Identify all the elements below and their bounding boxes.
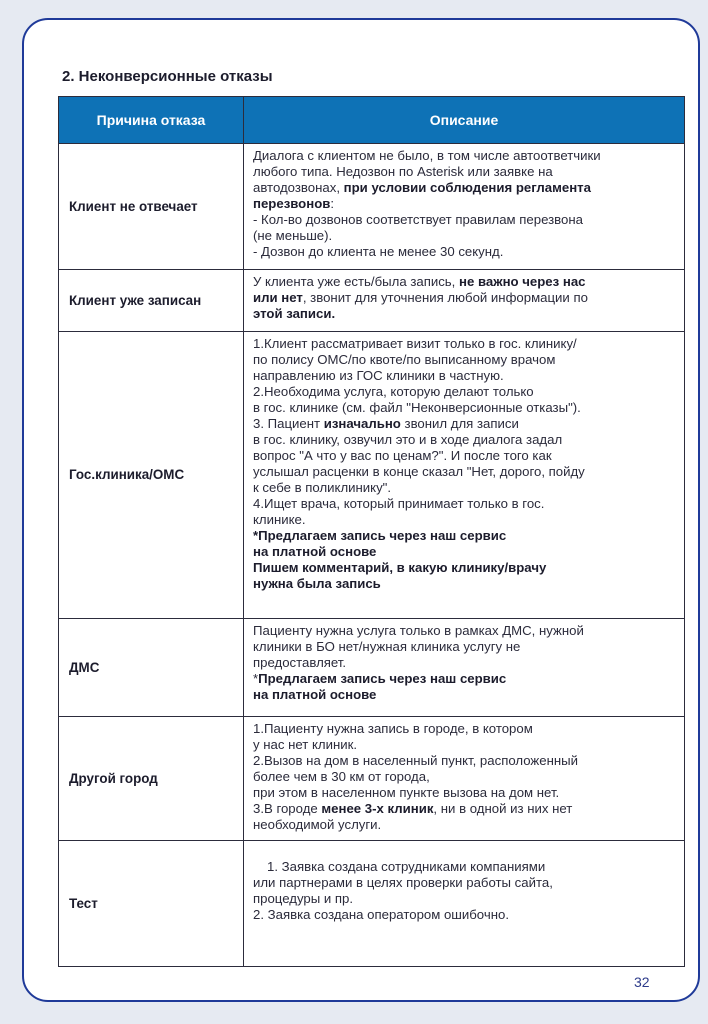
- description-line: Диалога с клиентом не было, в том числе автоответчики: [253, 148, 601, 163]
- description-line: или нет, звонит для уточнения любой информации по: [253, 290, 588, 305]
- description-line: 2.Вызов на дом в населенный пункт, расположенный: [253, 753, 578, 768]
- description-line: на платной основе: [253, 544, 377, 559]
- description-line: 1. Заявка создана сотрудниками компаниями: [267, 859, 546, 874]
- header-description: Описание: [244, 97, 685, 144]
- description-line: - Дозвон до клиента не менее 30 секунд.: [253, 244, 504, 259]
- description-line: 4.Ищет врача, который принимает только в гос.: [253, 496, 545, 511]
- reason-cell: Тест: [59, 841, 244, 967]
- reason-cell: Гос.клиника/ОМС: [59, 332, 244, 619]
- description-line: услышал расценки в конце сказал "Нет, дорого, пойду: [253, 464, 585, 479]
- description-line: направлению из ГОС клиники в частную.: [253, 368, 504, 383]
- description-line: необходимой услуги.: [253, 817, 382, 832]
- table-row: [59, 619, 685, 717]
- description-cell: [244, 270, 685, 332]
- table-row: [59, 270, 685, 332]
- description-line: на платной основе: [253, 687, 377, 702]
- description-line: клинике.: [253, 512, 306, 527]
- refusal-reasons-table: [58, 96, 685, 967]
- table-row: [59, 717, 685, 841]
- section-title: 2. Неконверсионные отказы: [62, 68, 273, 85]
- table-row: [59, 841, 685, 967]
- description-cell: [244, 332, 685, 619]
- description-line: любого типа. Недозвон по Asterisk или заявке на: [253, 164, 553, 179]
- description-line: или партнерами в целях проверки работы сайта,: [253, 875, 553, 890]
- description-line: клиники в БО нет/нужная клиника услугу не: [253, 639, 521, 654]
- description-line: более чем в 30 км от города,: [253, 769, 430, 784]
- description-line: Пишем комментарий, в какую клинику/врачу: [253, 560, 547, 575]
- description-line: процедуры и пр.: [253, 891, 354, 906]
- description-cell: [244, 619, 685, 717]
- description-line: нужна была запись: [253, 576, 381, 591]
- description-line: У клиента уже есть/была запись, не важно через нас: [253, 274, 586, 289]
- description-cell: [244, 144, 685, 270]
- description-line: 3. Пациент изначально звонил для записи: [253, 416, 519, 431]
- description-line: этой записи.: [253, 306, 336, 321]
- description-line: перезвонов:: [253, 196, 335, 211]
- table-row: [59, 332, 685, 619]
- description-line: Пациенту нужна услуга только в рамках ДМС, нужной: [253, 623, 584, 638]
- reason-cell: ДМС: [59, 619, 244, 717]
- reason-cell: Клиент не отвечает: [59, 144, 244, 270]
- table-header-row: [59, 97, 685, 144]
- description-line: *Предлагаем запись через наш сервис: [253, 671, 507, 686]
- description-line: 1.Клиент рассматривает визит только в гос. клинику/: [253, 336, 577, 351]
- description-line: 2.Необходима услуга, которую делают только: [253, 384, 534, 399]
- description-line: *Предлагаем запись через наш сервис: [253, 528, 507, 543]
- description-line: у нас нет клиник.: [253, 737, 358, 752]
- description-line: автодозвонах, при условии соблюдения регламента: [253, 180, 591, 195]
- reason-cell: Другой город: [59, 717, 244, 841]
- description-cell: [244, 841, 685, 967]
- description-line: 2. Заявка создана оператором ошибочно.: [253, 907, 510, 922]
- description-line: (не меньше).: [253, 228, 333, 243]
- description-line: при этом в населенном пункте вызова на дом нет.: [253, 785, 560, 800]
- description-line: 1.Пациенту нужна запись в городе, в котором: [253, 721, 533, 736]
- description-line: в гос. клинике (см. файл "Неконверсионные отказы").: [253, 400, 581, 415]
- header-reason: Причина отказа: [59, 97, 244, 144]
- description-line: вопрос "А что у вас по ценам?". И после того как: [253, 448, 552, 463]
- description-line: к себе в поликлинику".: [253, 480, 392, 495]
- description-line: в гос. клинику, озвучил это и в ходе диалога задал: [253, 432, 563, 447]
- page-number: 32: [634, 974, 650, 990]
- description-line: предоставляет.: [253, 655, 347, 670]
- table-row: [59, 144, 685, 270]
- reason-cell: Клиент уже записан: [59, 270, 244, 332]
- description-cell: [244, 717, 685, 841]
- description-line: - Кол-во дозвонов соответствует правилам перезвона: [253, 212, 583, 227]
- description-line: 3.В городе менее 3-х клиник, ни в одной из них нет: [253, 801, 573, 816]
- description-line: по полису ОМС/по квоте/по выписанному врачом: [253, 352, 556, 367]
